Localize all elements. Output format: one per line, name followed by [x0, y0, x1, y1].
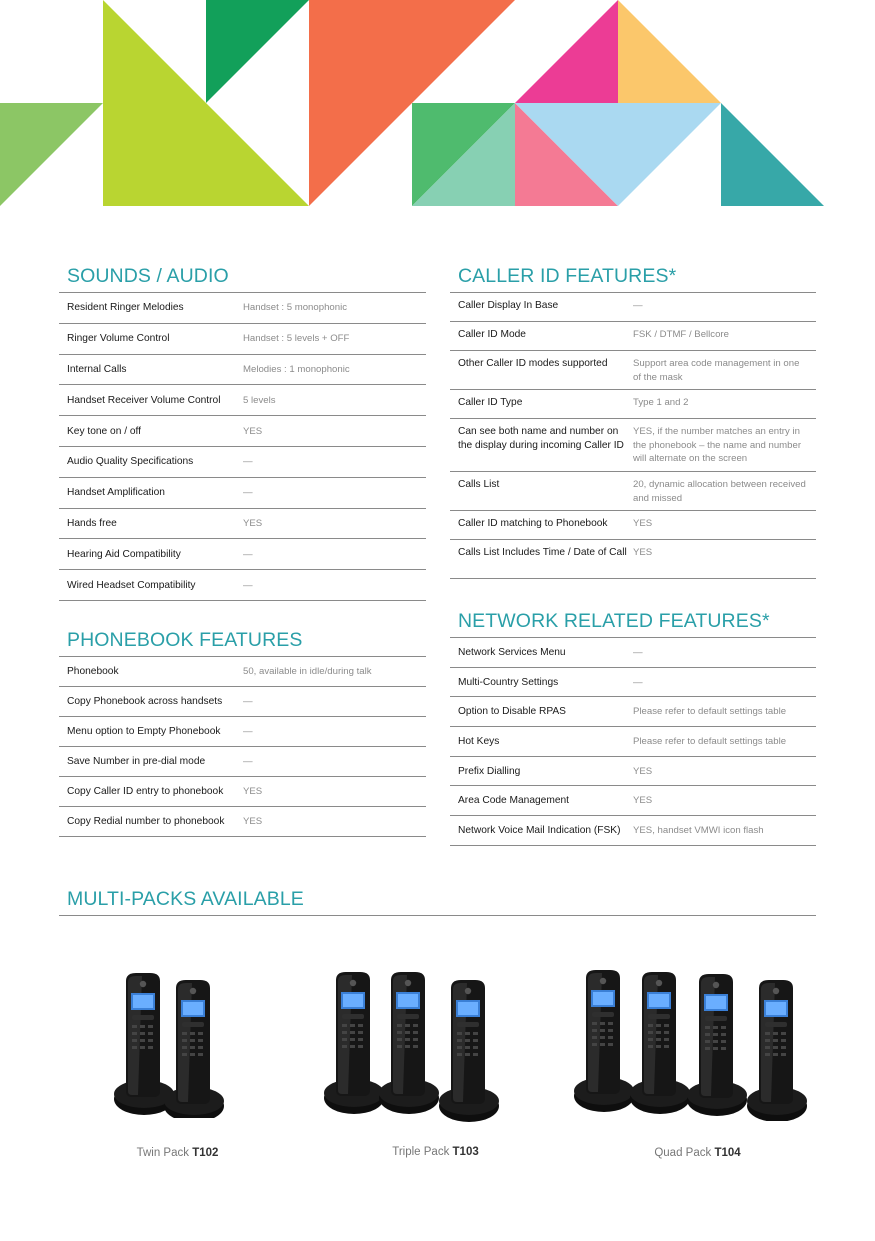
spec-value: — [633, 300, 643, 311]
spec-row [59, 747, 426, 777]
spec-row [450, 322, 816, 351]
sounds-audio-table [59, 292, 426, 601]
spec-label: Handset Amplification [67, 487, 165, 499]
sounds-audio-heading: SOUNDS / AUDIO [67, 265, 229, 287]
spec-row [59, 385, 426, 416]
pack-name: Quad Pack [654, 1147, 712, 1159]
spec-row [450, 816, 816, 846]
spec-row [59, 293, 426, 324]
pack-model: T102 [192, 1147, 219, 1159]
spec-row [450, 472, 816, 511]
spec-row [59, 324, 426, 355]
twin-pack-image [100, 968, 250, 1118]
spec-value: Type 1 and 2 [633, 397, 689, 408]
spec-row [59, 657, 426, 687]
network-features-table [450, 637, 816, 846]
spec-row [59, 539, 426, 570]
caller-id-features-table [450, 292, 816, 579]
phonebook-features-table [59, 656, 426, 837]
spec-value: — [243, 696, 253, 707]
multi-packs-divider [59, 915, 816, 916]
banner-triangle [618, 0, 721, 103]
spec-label: Area Code Management [458, 795, 569, 807]
spec-value: — [243, 726, 253, 737]
spec-label: Multi-Country Settings [458, 676, 559, 688]
spec-row [59, 509, 426, 540]
spec-label: Caller ID Mode [458, 329, 526, 340]
spec-label: Copy Redial number to phonebook [67, 816, 225, 827]
spec-label: Ringer Volume Control [67, 333, 170, 345]
spec-value: — [243, 548, 253, 560]
pack-model: T104 [714, 1147, 741, 1159]
spec-row [59, 777, 426, 807]
spec-value: — [243, 456, 253, 468]
spec-row [450, 293, 816, 322]
spec-value: YES [243, 425, 263, 437]
spec-value: FSK / DTMF / Bellcore [633, 329, 729, 340]
spec-value: — [633, 646, 643, 658]
spec-label: Copy Phonebook across handsets [67, 696, 223, 707]
spec-value: YES [243, 786, 263, 797]
spec-label: Key tone on / off [67, 425, 142, 437]
spec-label: Calls List Includes Time / Date of Call [458, 547, 627, 558]
spec-label: Menu option to Empty Phonebook [67, 726, 221, 737]
spec-label: Network Services Menu [458, 646, 566, 658]
spec-label: Prefix Dialling [458, 765, 521, 777]
spec-value: — [243, 487, 253, 499]
spec-value: 5 levels [243, 394, 276, 406]
spec-row [59, 416, 426, 447]
spec-label: Internal Calls [67, 363, 127, 375]
spec-row [450, 351, 816, 390]
spec-row [59, 807, 426, 837]
spec-label: Option to Disable RPAS [458, 706, 566, 718]
phonebook-features-heading: PHONEBOOK FEATURES [67, 629, 303, 651]
multi-packs-heading: MULTI-PACKS AVAILABLE [67, 888, 304, 910]
caller-id-features-heading: CALLER ID FEATURES* [458, 265, 677, 287]
spec-label: Handset Receiver Volume Control [67, 394, 221, 406]
pack-model: T103 [452, 1146, 479, 1158]
spec-row [59, 447, 426, 478]
spec-value: YES [633, 765, 653, 777]
spec-label: Other Caller ID modes supported [458, 358, 608, 369]
quad-pack-image [568, 966, 828, 1121]
spec-row [59, 687, 426, 717]
spec-row [59, 478, 426, 509]
spec-value: YES [243, 517, 263, 529]
spec-value: YES, handset VMWI icon flash [633, 824, 764, 836]
spec-row [450, 540, 816, 579]
spec-row [450, 511, 816, 540]
spec-value: — [633, 676, 643, 688]
triple-pack-caption [358, 1146, 513, 1158]
pack-name: Triple Pack [392, 1146, 450, 1158]
spec-value: 20, dynamic allocation between received and missed [633, 479, 806, 504]
spec-label: Audio Quality Specifications [67, 456, 194, 468]
spec-value: YES [633, 795, 653, 807]
spec-value: Please refer to default settings table [633, 706, 787, 718]
spec-row [450, 757, 816, 787]
spec-value: YES [243, 816, 263, 827]
spec-row [450, 419, 816, 472]
spec-label: Hot Keys [458, 735, 500, 747]
spec-value: YES, if the number matches an entry in the phonebook – the name and number will alternate on the screen [633, 426, 802, 464]
banner-triangle [206, 0, 309, 103]
spec-value: Please refer to default settings table [633, 735, 787, 747]
spec-row [450, 668, 816, 698]
spec-label: Wired Headset Compatibility [67, 579, 196, 591]
spec-value: Support area code management in one of the mask [633, 358, 800, 383]
spec-value: Melodies : 1 monophonic [243, 363, 350, 375]
decorative-triangle-banner [0, 0, 875, 215]
spec-label: Resident Ringer Melodies [67, 302, 184, 314]
network-features-heading: NETWORK RELATED FEATURES* [458, 610, 770, 632]
spec-label: Hearing Aid Compatibility [67, 548, 181, 560]
banner-triangle [515, 0, 618, 103]
spec-label: Hands free [67, 517, 117, 529]
spec-row [59, 570, 426, 601]
spec-row [450, 786, 816, 816]
spec-label: Copy Caller ID entry to phonebook [67, 786, 224, 797]
spec-label: Save Number in pre-dial mode [67, 756, 206, 767]
triple-pack-image [315, 968, 515, 1123]
spec-label: Caller ID matching to Phonebook [458, 518, 608, 529]
spec-label: Calls List [458, 479, 500, 490]
spec-value: — [243, 756, 253, 767]
spec-row [450, 390, 816, 419]
spec-label: Can see both name and number on the display during incoming Caller ID [458, 426, 624, 451]
spec-value: Handset : 5 monophonic [243, 302, 347, 314]
spec-row [450, 697, 816, 727]
spec-label: Caller ID Type [458, 397, 523, 408]
spec-label: Network Voice Mail Indication (FSK) [458, 824, 621, 836]
spec-label: Phonebook [67, 666, 119, 677]
banner-triangle [0, 103, 103, 206]
spec-value: — [243, 579, 253, 591]
spec-row [59, 355, 426, 386]
spec-row [450, 727, 816, 757]
pack-name: Twin Pack [136, 1147, 189, 1159]
spec-row [450, 638, 816, 668]
spec-label: Caller Display In Base [458, 300, 559, 311]
spec-row [59, 717, 426, 747]
spec-value: YES [633, 547, 653, 558]
spec-value: 50, available in idle/during talk [243, 666, 372, 677]
banner-triangle [721, 103, 824, 206]
twin-pack-caption [100, 1147, 255, 1159]
spec-value: YES [633, 518, 653, 529]
spec-value: Handset : 5 levels + OFF [243, 333, 350, 345]
quad-pack-caption [620, 1147, 775, 1159]
